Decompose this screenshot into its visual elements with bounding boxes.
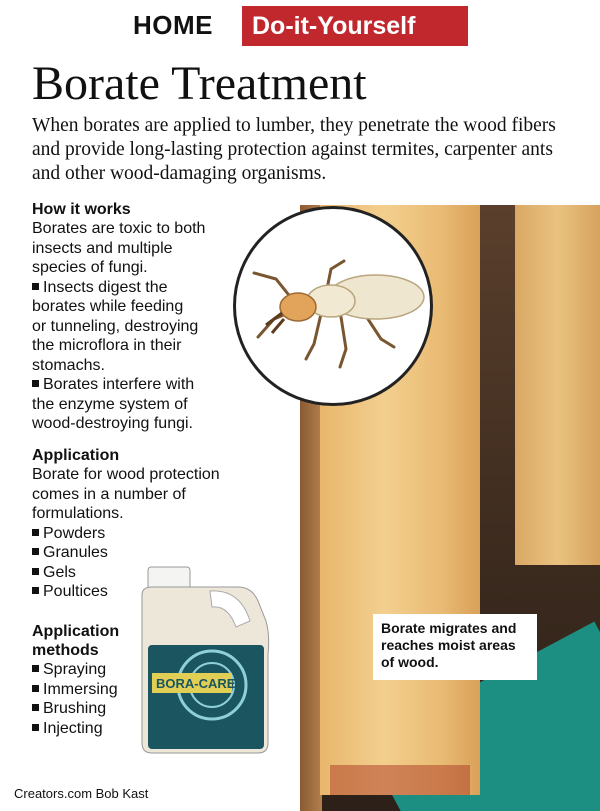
how-bullet: Insects digest the [32, 278, 272, 298]
application-line: formulations. [32, 505, 124, 522]
bullet-square-icon [32, 587, 39, 594]
bullet-square-icon [32, 380, 39, 387]
bullet-square-icon [32, 665, 39, 672]
borate-stain [330, 765, 470, 795]
how-line: species of fungi. [32, 259, 148, 276]
bullet-square-icon [32, 724, 39, 731]
application-line: comes in a number of [32, 485, 186, 503]
how-line: or tunneling, destroying [32, 317, 199, 335]
how-bullet: Borates interfere with [32, 375, 272, 395]
bullet-square-icon [32, 685, 39, 692]
formulation-item: Granules [32, 543, 272, 563]
application-heading: Application [32, 447, 120, 464]
how-it-works-section [32, 200, 272, 434]
product-label: BORA-CARE [156, 676, 236, 691]
bullet-square-icon [32, 568, 39, 575]
how-line: the microflora in their [32, 337, 182, 354]
bullet-square-icon [32, 548, 39, 555]
how-line: borates while feeding [32, 298, 184, 315]
bullet-square-icon [32, 529, 39, 536]
methods-heading: Application [32, 623, 120, 640]
jug-icon [140, 565, 270, 755]
method-item: Injecting [32, 719, 142, 739]
home-label: HOME [133, 10, 213, 40]
methods-section [32, 622, 142, 738]
how-line: stomachs. [32, 356, 105, 374]
application-line: Borate for wood protection [32, 466, 220, 483]
back-post [515, 205, 600, 565]
how-line: wood-destroying fungi. [32, 415, 193, 432]
method-item: Immersing [32, 680, 142, 700]
formulation-item: Gels [32, 563, 272, 583]
credit-line: Creators.com Bob Kast [14, 786, 149, 801]
intro-text: When borates are applied to lumber, they penetrate the wood fibers and provide long-lasting protection against termites, carpenter ants and other wood-damaging organisms. [32, 115, 556, 184]
bora-care-jug [140, 565, 270, 755]
diy-banner: Do-it-Yourself [242, 6, 468, 46]
formulation-item: Poultices [32, 582, 272, 602]
borate-callout: Borate migrates and reaches moist areas of wood. [373, 614, 537, 680]
how-line: the enzyme system of [32, 395, 188, 413]
header [0, 0, 600, 52]
page-title: Borate Treatment [32, 57, 367, 110]
method-item: Spraying [32, 660, 142, 680]
bullet-square-icon [32, 704, 39, 711]
how-line: Borates are toxic to both [32, 220, 206, 237]
formulation-item: Powders [32, 524, 272, 544]
how-line: insects and multiple [32, 239, 173, 257]
methods-heading: methods [32, 642, 99, 659]
how-heading: How it works [32, 201, 131, 218]
method-item: Brushing [32, 699, 142, 719]
bullet-square-icon [32, 283, 39, 290]
